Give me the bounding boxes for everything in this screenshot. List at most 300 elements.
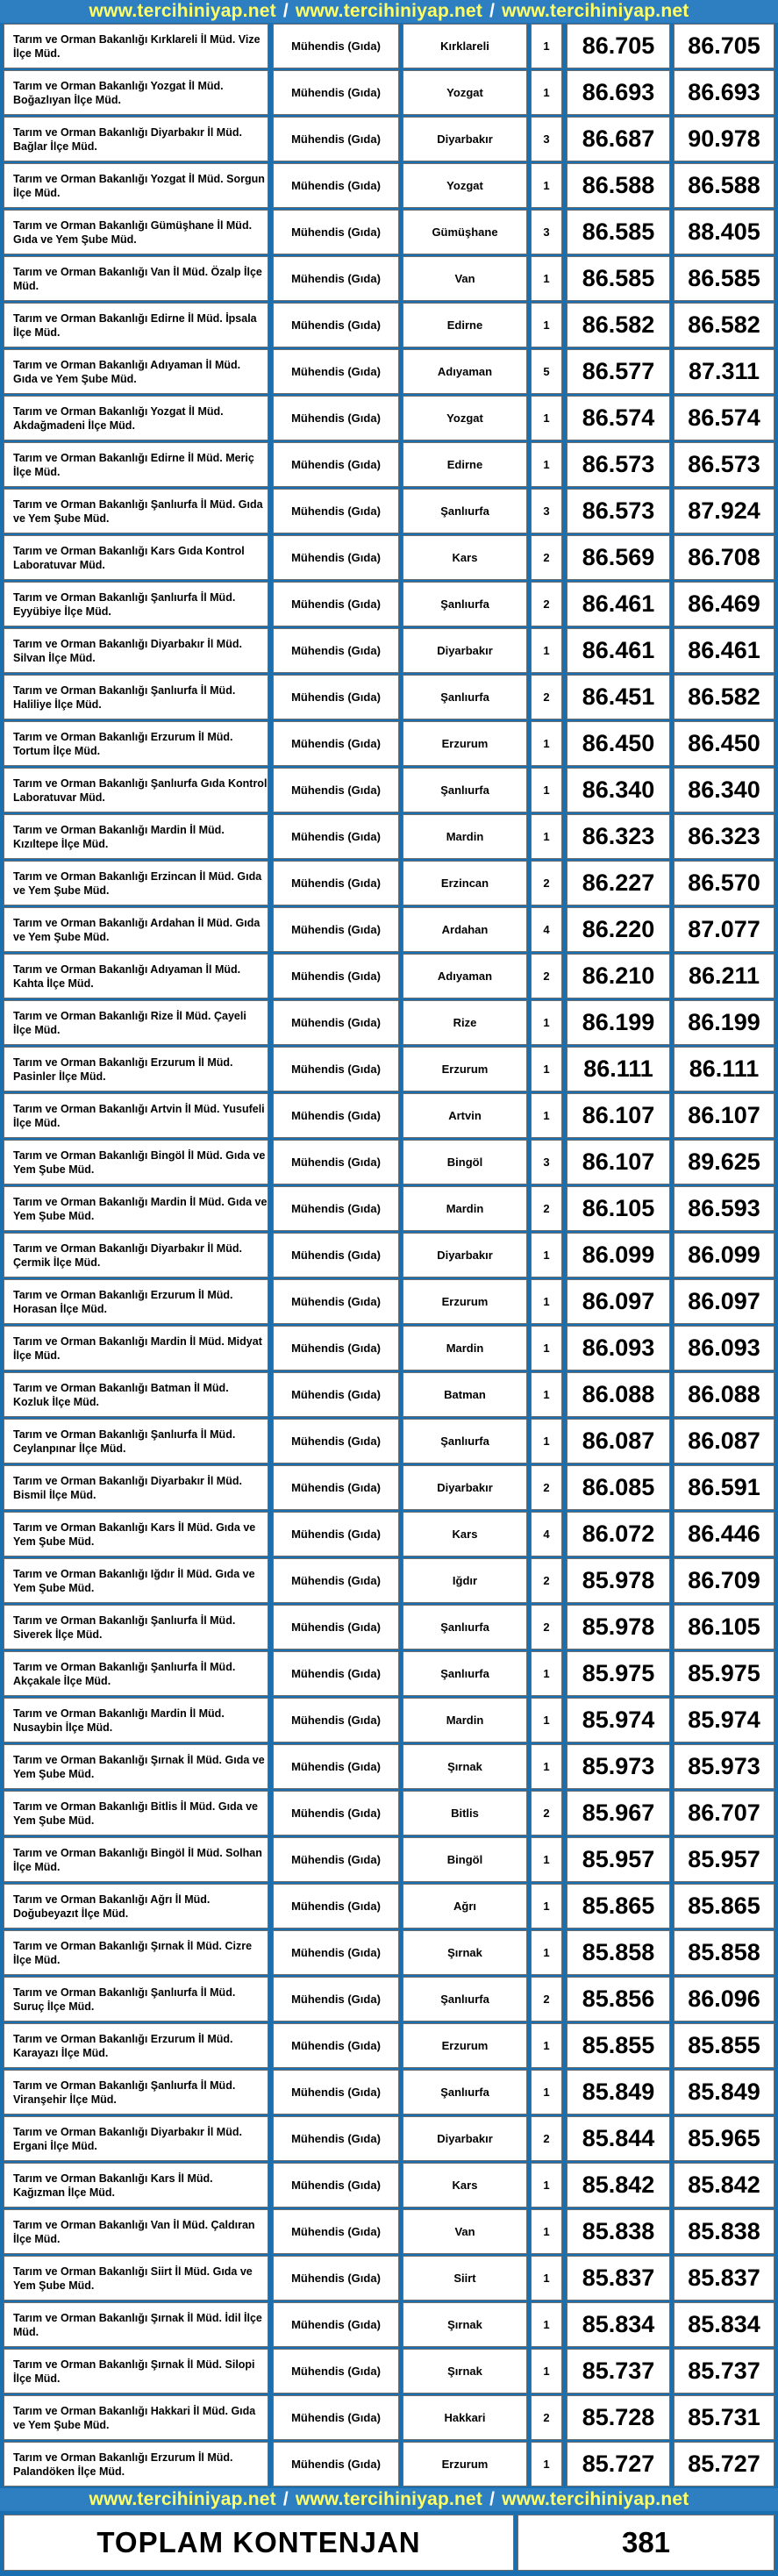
min-score-cell: 85.973 [567, 1744, 670, 1789]
program-cell: Mühendis (Gıda) [273, 2209, 399, 2254]
quota-cell: 1 [531, 1930, 562, 1975]
min-score-cell: 86.461 [567, 582, 670, 626]
city-cell: Mardin [403, 1698, 527, 1742]
program-cell: Mühendis (Gıda) [273, 1326, 399, 1370]
min-score-cell: 86.687 [567, 117, 670, 161]
min-score-cell: 85.865 [567, 1884, 670, 1928]
watermark-url: www.tercihiniyap.net [502, 2489, 689, 2509]
institution-cell: Tarım ve Orman Bakanlığı Adıyaman İl Müd. Gıda ve Yem Şube Müd. [4, 349, 268, 394]
max-score-cell: 86.093 [674, 1326, 774, 1370]
table-row [0, 1697, 778, 1743]
min-score-cell: 86.087 [567, 1419, 670, 1463]
table-row [0, 1092, 778, 1139]
quota-cell: 1 [531, 628, 562, 673]
city-cell: Adıyaman [403, 954, 527, 998]
city-cell: Yozgat [403, 70, 527, 115]
institution-cell: Tarım ve Orman Bakanlığı Van İl Müd. Özalp İlçe Müd. [4, 256, 268, 301]
watermark-banner-bottom [0, 2488, 778, 2511]
quota-cell: 2 [531, 1558, 562, 1603]
min-score-cell: 86.107 [567, 1140, 670, 1184]
max-score-cell: 85.865 [674, 1884, 774, 1928]
quota-cell: 1 [531, 1279, 562, 1324]
program-cell: Mühendis (Gıda) [273, 1047, 399, 1091]
max-score-cell: 86.591 [674, 1465, 774, 1510]
program-cell: Mühendis (Gıda) [273, 1233, 399, 1277]
quota-cell: 1 [531, 1372, 562, 1417]
quota-cell: 2 [531, 2116, 562, 2161]
program-cell: Mühendis (Gıda) [273, 2163, 399, 2207]
quota-cell: 2 [531, 675, 562, 719]
city-cell: Şanlıurfa [403, 1977, 527, 2021]
institution-cell: Tarım ve Orman Bakanlığı Gümüşhane İl Müd. Gıda ve Yem Şube Müd. [4, 210, 268, 254]
city-cell: Şanlıurfa [403, 675, 527, 719]
city-cell: Erzurum [403, 2023, 527, 2068]
min-score-cell: 86.569 [567, 535, 670, 580]
program-cell: Mühendis (Gıda) [273, 628, 399, 673]
institution-cell: Tarım ve Orman Bakanlığı Kars İl Müd. Kağızman İlçe Müd. [4, 2163, 268, 2207]
city-cell: Ardahan [403, 907, 527, 952]
program-cell: Mühendis (Gıda) [273, 2349, 399, 2394]
quota-cell: 1 [531, 1047, 562, 1091]
city-cell: Erzurum [403, 721, 527, 766]
quota-cell: 1 [531, 2163, 562, 2207]
min-score-cell: 86.323 [567, 814, 670, 859]
table-row [0, 1371, 778, 1418]
max-score-cell: 86.323 [674, 814, 774, 859]
program-cell: Mühendis (Gıda) [273, 1884, 399, 1928]
institution-cell: Tarım ve Orman Bakanlığı Şanlıurfa İl Müd. Haliliye İlçe Müd. [4, 675, 268, 719]
quota-cell: 2 [531, 1605, 562, 1649]
quota-cell: 1 [531, 1326, 562, 1370]
table-row [0, 2022, 778, 2069]
table-row [0, 1929, 778, 1976]
watermark-url: www.tercihiniyap.net [89, 1, 276, 21]
min-score-cell: 85.856 [567, 1977, 670, 2021]
table-row [0, 162, 778, 209]
program-cell: Mühendis (Gıda) [273, 1744, 399, 1789]
min-score-cell: 85.974 [567, 1698, 670, 1742]
min-score-cell: 85.837 [567, 2256, 670, 2301]
city-cell: Bingöl [403, 1837, 527, 1882]
institution-cell: Tarım ve Orman Bakanlığı Şanlıurfa İl Müd. Gıda ve Yem Şube Müd. [4, 489, 268, 533]
quota-cell: 2 [531, 1791, 562, 1835]
table-row [0, 860, 778, 906]
institution-cell: Tarım ve Orman Bakanlığı Diyarbakır İl Müd. Ergani İlçe Müd. [4, 2116, 268, 2161]
city-cell: Şırnak [403, 1744, 527, 1789]
quota-cell: 1 [531, 1837, 562, 1882]
program-cell: Mühendis (Gıda) [273, 1977, 399, 2021]
max-score-cell: 86.097 [674, 1279, 774, 1324]
table-row [0, 1976, 778, 2022]
table-row [0, 1232, 778, 1278]
institution-cell: Tarım ve Orman Bakanlığı Mardin İl Müd. Gıda ve Yem Şube Müd. [4, 1186, 268, 1231]
city-cell: Mardin [403, 814, 527, 859]
min-score-cell: 86.588 [567, 163, 670, 208]
city-cell: Yozgat [403, 396, 527, 440]
institution-cell: Tarım ve Orman Bakanlığı Yozgat İl Müd. Boğazlıyan İlçe Müd. [4, 70, 268, 115]
max-score-cell: 85.973 [674, 1744, 774, 1789]
city-cell: Diyarbakır [403, 117, 527, 161]
max-score-cell: 85.855 [674, 2023, 774, 2068]
min-score-cell: 86.111 [567, 1047, 670, 1091]
quota-cell: 1 [531, 163, 562, 208]
program-cell: Mühendis (Gıda) [273, 1419, 399, 1463]
quota-cell: 1 [531, 24, 562, 68]
max-score-cell: 85.731 [674, 2395, 774, 2440]
min-score-cell: 86.574 [567, 396, 670, 440]
institution-cell: Tarım ve Orman Bakanlığı Şanlıurfa İl Müd. Viranşehir İlçe Müd. [4, 2070, 268, 2114]
institution-cell: Tarım ve Orman Bakanlığı Van İl Müd. Çaldıran İlçe Müd. [4, 2209, 268, 2254]
quota-cell: 1 [531, 303, 562, 347]
quota-cell: 1 [531, 396, 562, 440]
quota-cell: 1 [531, 2442, 562, 2487]
city-cell: Şanlıurfa [403, 1651, 527, 1696]
institution-cell: Tarım ve Orman Bakanlığı Şırnak İl Müd. Cizre İlçe Müd. [4, 1930, 268, 1975]
quota-cell: 1 [531, 1651, 562, 1696]
max-score-cell: 86.096 [674, 1977, 774, 2021]
max-score-cell: 86.709 [674, 1558, 774, 1603]
max-score-cell: 86.707 [674, 1791, 774, 1835]
min-score-cell: 86.093 [567, 1326, 670, 1370]
institution-cell: Tarım ve Orman Bakanlığı Kırklareli İl Müd. Vize İlçe Müd. [4, 24, 268, 68]
program-cell: Mühendis (Gıda) [273, 1605, 399, 1649]
min-score-cell: 85.978 [567, 1558, 670, 1603]
program-cell: Mühendis (Gıda) [273, 2070, 399, 2114]
institution-cell: Tarım ve Orman Bakanlığı Mardin İl Müd. Kızıltepe İlçe Müd. [4, 814, 268, 859]
quota-cell: 1 [531, 2209, 562, 2254]
max-score-cell: 86.107 [674, 1093, 774, 1138]
quota-cell: 1 [531, 2023, 562, 2068]
program-cell: Mühendis (Gıda) [273, 70, 399, 115]
min-score-cell: 86.088 [567, 1372, 670, 1417]
min-score-cell: 85.842 [567, 2163, 670, 2207]
table-row [0, 534, 778, 581]
quota-cell: 2 [531, 1465, 562, 1510]
table-row [0, 2208, 778, 2255]
total-row [0, 2511, 778, 2576]
quota-cell: 1 [531, 2349, 562, 2394]
institution-cell: Tarım ve Orman Bakanlığı Erzurum İl Müd. Pasinler İlçe Müd. [4, 1047, 268, 1091]
city-cell: Şırnak [403, 2302, 527, 2347]
max-score-cell: 87.077 [674, 907, 774, 952]
city-cell: Mardin [403, 1326, 527, 1370]
city-cell: Kars [403, 1512, 527, 1556]
max-score-cell: 86.693 [674, 70, 774, 115]
table-row [0, 348, 778, 395]
table-row [0, 2394, 778, 2441]
min-score-cell: 86.227 [567, 861, 670, 905]
results-table [0, 23, 778, 2487]
min-score-cell: 86.220 [567, 907, 670, 952]
total-value: 381 [517, 2515, 774, 2571]
institution-cell: Tarım ve Orman Bakanlığı Erzurum İl Müd. Karayazı İlçe Müd. [4, 2023, 268, 2068]
program-cell: Mühendis (Gıda) [273, 1140, 399, 1184]
quota-cell: 1 [531, 2070, 562, 2114]
table-row [0, 2255, 778, 2301]
table-row [0, 1325, 778, 1371]
quota-cell: 2 [531, 1186, 562, 1231]
table-row [0, 488, 778, 534]
table-row [0, 116, 778, 162]
program-cell: Mühendis (Gıda) [273, 768, 399, 812]
quota-cell: 1 [531, 1093, 562, 1138]
city-cell: Van [403, 256, 527, 301]
program-cell: Mühendis (Gıda) [273, 1512, 399, 1556]
min-score-cell: 85.727 [567, 2442, 670, 2487]
table-row [0, 2301, 778, 2348]
max-score-cell: 87.924 [674, 489, 774, 533]
max-score-cell: 86.340 [674, 768, 774, 812]
table-row [0, 813, 778, 860]
institution-cell: Tarım ve Orman Bakanlığı Diyarbakır İl Müd. Bağlar İlçe Müd. [4, 117, 268, 161]
city-cell: Ağrı [403, 1884, 527, 1928]
table-row [0, 953, 778, 999]
institution-cell: Tarım ve Orman Bakanlığı Şırnak İl Müd. İdil İlçe Müd. [4, 2302, 268, 2347]
quota-cell: 1 [531, 2256, 562, 2301]
quota-cell: 1 [531, 814, 562, 859]
city-cell: Diyarbakır [403, 628, 527, 673]
max-score-cell: 85.838 [674, 2209, 774, 2254]
max-score-cell: 85.837 [674, 2256, 774, 2301]
program-cell: Mühendis (Gıda) [273, 303, 399, 347]
program-cell: Mühendis (Gıda) [273, 2023, 399, 2068]
max-score-cell: 86.469 [674, 582, 774, 626]
table-row [0, 906, 778, 953]
table-row [0, 720, 778, 767]
quota-cell: 3 [531, 1140, 562, 1184]
table-row [0, 1650, 778, 1697]
institution-cell: Tarım ve Orman Bakanlığı Diyarbakır İl Müd. Bismil İlçe Müd. [4, 1465, 268, 1510]
min-score-cell: 86.693 [567, 70, 670, 115]
quota-cell: 2 [531, 861, 562, 905]
institution-cell: Tarım ve Orman Bakanlığı Erzurum İl Müd. Tortum İlçe Müd. [4, 721, 268, 766]
max-score-cell: 85.727 [674, 2442, 774, 2487]
max-score-cell: 86.588 [674, 163, 774, 208]
institution-cell: Tarım ve Orman Bakanlığı Diyarbakır İl Müd. Silvan İlçe Müd. [4, 628, 268, 673]
program-cell: Mühendis (Gıda) [273, 1279, 399, 1324]
table-row [0, 1185, 778, 1232]
min-score-cell: 86.585 [567, 210, 670, 254]
institution-cell: Tarım ve Orman Bakanlığı Mardin İl Müd. Midyat İlçe Müd. [4, 1326, 268, 1370]
table-row [0, 2348, 778, 2394]
program-cell: Mühendis (Gıda) [273, 1372, 399, 1417]
min-score-cell: 85.728 [567, 2395, 670, 2440]
city-cell: Erzurum [403, 2442, 527, 2487]
city-cell: Hakkari [403, 2395, 527, 2440]
institution-cell: Tarım ve Orman Bakanlığı Adıyaman İl Müd. Kahta İlçe Müd. [4, 954, 268, 998]
program-cell: Mühendis (Gıda) [273, 349, 399, 394]
table-row [0, 23, 778, 69]
institution-cell: Tarım ve Orman Bakanlığı Kars İl Müd. Gıda ve Yem Şube Müd. [4, 1512, 268, 1556]
program-cell: Mühendis (Gıda) [273, 1186, 399, 1231]
quota-cell: 2 [531, 582, 562, 626]
max-score-cell: 86.593 [674, 1186, 774, 1231]
program-cell: Mühendis (Gıda) [273, 256, 399, 301]
institution-cell: Tarım ve Orman Bakanlığı Iğdır İl Müd. Gıda ve Yem Şube Müd. [4, 1558, 268, 1603]
institution-cell: Tarım ve Orman Bakanlığı Şanlıurfa İl Müd. Siverek İlçe Müd. [4, 1605, 268, 1649]
max-score-cell: 86.570 [674, 861, 774, 905]
institution-cell: Tarım ve Orman Bakanlığı Kars Gıda Kontrol Laboratuvar Müd. [4, 535, 268, 580]
max-score-cell: 86.708 [674, 535, 774, 580]
quota-cell: 1 [531, 2302, 562, 2347]
quota-cell: 1 [531, 1233, 562, 1277]
table-row [0, 999, 778, 1046]
institution-cell: Tarım ve Orman Bakanlığı Edirne İl Müd. İpsala İlçe Müd. [4, 303, 268, 347]
city-cell: Erzincan [403, 861, 527, 905]
city-cell: Bitlis [403, 1791, 527, 1835]
institution-cell: Tarım ve Orman Bakanlığı Diyarbakır İl Müd. Çermik İlçe Müd. [4, 1233, 268, 1277]
institution-cell: Tarım ve Orman Bakanlığı Şanlıurfa İl Müd. Ceylanpınar İlçe Müd. [4, 1419, 268, 1463]
table-row [0, 674, 778, 720]
max-score-cell: 87.311 [674, 349, 774, 394]
city-cell: Gümüşhane [403, 210, 527, 254]
quota-cell: 4 [531, 907, 562, 952]
quota-cell: 3 [531, 489, 562, 533]
max-score-cell: 86.450 [674, 721, 774, 766]
city-cell: Iğdır [403, 1558, 527, 1603]
max-score-cell: 86.105 [674, 1605, 774, 1649]
table-row [0, 627, 778, 674]
quota-cell: 4 [531, 1512, 562, 1556]
city-cell: Rize [403, 1000, 527, 1045]
min-score-cell: 86.210 [567, 954, 670, 998]
min-score-cell: 85.967 [567, 1791, 670, 1835]
institution-cell: Tarım ve Orman Bakanlığı Şanlıurfa Gıda Kontrol Laboratuvar Müd. [4, 768, 268, 812]
city-cell: Şanlıurfa [403, 2070, 527, 2114]
max-score-cell: 85.858 [674, 1930, 774, 1975]
max-score-cell: 86.705 [674, 24, 774, 68]
city-cell: Yozgat [403, 163, 527, 208]
city-cell: Bingöl [403, 1140, 527, 1184]
min-score-cell: 86.105 [567, 1186, 670, 1231]
institution-cell: Tarım ve Orman Bakanlığı Rize İl Müd. Çayeli İlçe Müd. [4, 1000, 268, 1045]
city-cell: Van [403, 2209, 527, 2254]
quota-cell: 1 [531, 1000, 562, 1045]
program-cell: Mühendis (Gıda) [273, 117, 399, 161]
min-score-cell: 85.957 [567, 1837, 670, 1882]
max-score-cell: 89.625 [674, 1140, 774, 1184]
table-row [0, 1883, 778, 1929]
max-score-cell: 86.199 [674, 1000, 774, 1045]
min-score-cell: 86.450 [567, 721, 670, 766]
quota-cell: 1 [531, 1744, 562, 1789]
program-cell: Mühendis (Gıda) [273, 396, 399, 440]
table-row [0, 1790, 778, 1836]
program-cell: Mühendis (Gıda) [273, 442, 399, 487]
city-cell: Şanlıurfa [403, 1419, 527, 1463]
institution-cell: Tarım ve Orman Bakanlığı Şırnak İl Müd. Gıda ve Yem Şube Müd. [4, 1744, 268, 1789]
city-cell: Şırnak [403, 1930, 527, 1975]
quota-cell: 1 [531, 1884, 562, 1928]
table-row [0, 302, 778, 348]
city-cell: Adıyaman [403, 349, 527, 394]
min-score-cell: 86.072 [567, 1512, 670, 1556]
table-row [0, 2162, 778, 2208]
table-row [0, 395, 778, 441]
quota-cell: 1 [531, 1698, 562, 1742]
quota-cell: 1 [531, 442, 562, 487]
institution-cell: Tarım ve Orman Bakanlığı Edirne İl Müd. Meriç İlçe Müd. [4, 442, 268, 487]
program-cell: Mühendis (Gıda) [273, 1000, 399, 1045]
max-score-cell: 86.111 [674, 1047, 774, 1091]
min-score-cell: 86.582 [567, 303, 670, 347]
institution-cell: Tarım ve Orman Bakanlığı Bingöl İl Müd. Gıda ve Yem Şube Müd. [4, 1140, 268, 1184]
table-row [0, 1743, 778, 1790]
table-row [0, 1418, 778, 1464]
min-score-cell: 86.573 [567, 442, 670, 487]
quota-cell: 2 [531, 954, 562, 998]
program-cell: Mühendis (Gıda) [273, 163, 399, 208]
min-score-cell: 86.099 [567, 1233, 670, 1277]
table-row [0, 767, 778, 813]
max-score-cell: 86.211 [674, 954, 774, 998]
program-cell: Mühendis (Gıda) [273, 1791, 399, 1835]
institution-cell: Tarım ve Orman Bakanlığı Ardahan İl Müd. Gıda ve Yem Şube Müd. [4, 907, 268, 952]
program-cell: Mühendis (Gıda) [273, 582, 399, 626]
table-row [0, 2069, 778, 2115]
institution-cell: Tarım ve Orman Bakanlığı Yozgat İl Müd. Sorgun İlçe Müd. [4, 163, 268, 208]
table-row [0, 1464, 778, 1511]
max-score-cell: 85.737 [674, 2349, 774, 2394]
institution-cell: Tarım ve Orman Bakanlığı Mardin İl Müd. Nusaybin İlçe Müd. [4, 1698, 268, 1742]
max-score-cell: 86.446 [674, 1512, 774, 1556]
program-cell: Mühendis (Gıda) [273, 814, 399, 859]
institution-cell: Tarım ve Orman Bakanlığı Şanlıurfa İl Müd. Akçakale İlçe Müd. [4, 1651, 268, 1696]
institution-cell: Tarım ve Orman Bakanlığı Şırnak İl Müd. Silopi İlçe Müd. [4, 2349, 268, 2394]
program-cell: Mühendis (Gıda) [273, 2256, 399, 2301]
city-cell: Edirne [403, 303, 527, 347]
min-score-cell: 85.855 [567, 2023, 670, 2068]
program-cell: Mühendis (Gıda) [273, 1465, 399, 1510]
institution-cell: Tarım ve Orman Bakanlığı Artvin İl Müd. Yusufeli İlçe Müd. [4, 1093, 268, 1138]
min-score-cell: 86.097 [567, 1279, 670, 1324]
city-cell: Şırnak [403, 2349, 527, 2394]
institution-cell: Tarım ve Orman Bakanlığı Erzurum İl Müd. Horasan İlçe Müd. [4, 1279, 268, 1324]
max-score-cell: 86.582 [674, 303, 774, 347]
quota-cell: 1 [531, 768, 562, 812]
institution-cell: Tarım ve Orman Bakanlığı Bingöl İl Müd. Solhan İlçe Müd. [4, 1837, 268, 1882]
max-score-cell: 90.978 [674, 117, 774, 161]
institution-cell: Tarım ve Orman Bakanlığı Siirt İl Müd. Gıda ve Yem Şube Müd. [4, 2256, 268, 2301]
table-row [0, 1557, 778, 1604]
city-cell: Edirne [403, 442, 527, 487]
watermark-url: www.tercihiniyap.net [89, 2489, 276, 2509]
watermark-url: www.tercihiniyap.net [502, 1, 689, 21]
quota-cell: 1 [531, 70, 562, 115]
institution-cell: Tarım ve Orman Bakanlığı Yozgat İl Müd. Akdağmadeni İlçe Müd. [4, 396, 268, 440]
program-cell: Mühendis (Gıda) [273, 954, 399, 998]
watermark-separator: / [282, 2489, 289, 2509]
city-cell: Mardin [403, 1186, 527, 1231]
program-cell: Mühendis (Gıda) [273, 907, 399, 952]
max-score-cell: 86.574 [674, 396, 774, 440]
max-score-cell: 88.405 [674, 210, 774, 254]
program-cell: Mühendis (Gıda) [273, 1837, 399, 1882]
min-score-cell: 85.838 [567, 2209, 670, 2254]
table-row [0, 1836, 778, 1883]
program-cell: Mühendis (Gıda) [273, 489, 399, 533]
city-cell: Diyarbakır [403, 2116, 527, 2161]
min-score-cell: 85.975 [567, 1651, 670, 1696]
max-score-cell: 85.957 [674, 1837, 774, 1882]
max-score-cell: 86.087 [674, 1419, 774, 1463]
min-score-cell: 86.340 [567, 768, 670, 812]
min-score-cell: 86.199 [567, 1000, 670, 1045]
min-score-cell: 85.737 [567, 2349, 670, 2394]
table-row [0, 209, 778, 255]
institution-cell: Tarım ve Orman Bakanlığı Erzincan İl Müd. Gıda ve Yem Şube Müd. [4, 861, 268, 905]
max-score-cell: 85.975 [674, 1651, 774, 1696]
